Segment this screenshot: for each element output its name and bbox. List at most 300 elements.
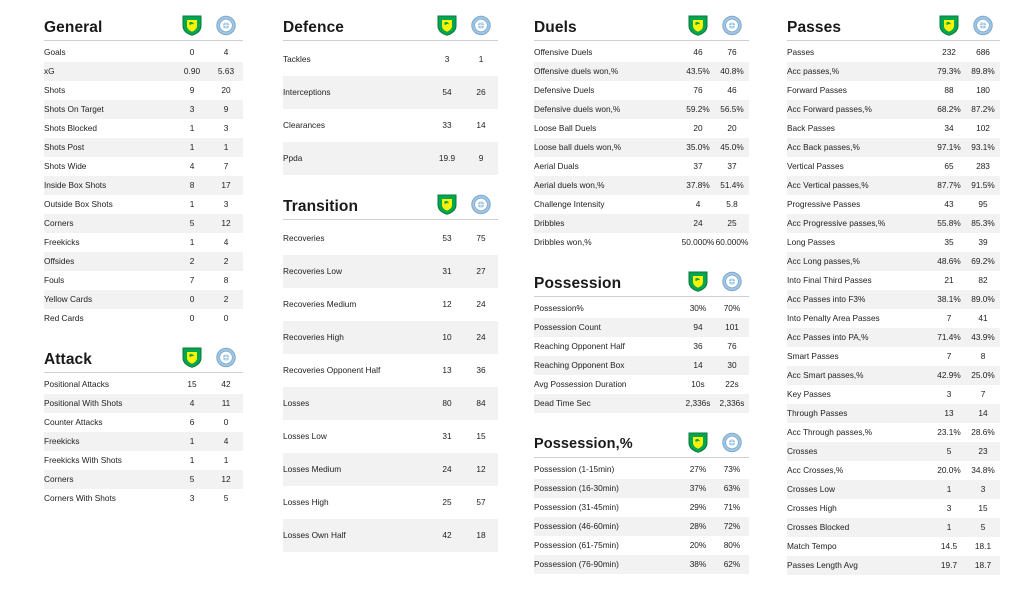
- home-value: 50.000%: [681, 236, 715, 247]
- home-value: 9: [189, 84, 195, 95]
- stat-label: Corners With Shots: [44, 492, 116, 503]
- away-value: 5.8: [726, 198, 738, 209]
- table-row: [44, 451, 243, 470]
- stat-label: Fouls: [44, 274, 65, 285]
- table-row: [787, 461, 1000, 480]
- stat-label: Inside Box Shots: [44, 176, 175, 195]
- away-value: 95: [978, 198, 988, 209]
- stat-label: Shots: [44, 84, 66, 95]
- table-row: [787, 499, 1000, 518]
- stat-table: [283, 43, 498, 175]
- away-value: 63%: [715, 479, 749, 498]
- home-team-crest-icon: [932, 14, 966, 36]
- table-row: [534, 375, 749, 394]
- stat-label: Recoveries Opponent Half: [283, 364, 381, 375]
- home-value: 42: [430, 519, 464, 552]
- table-row: [534, 536, 749, 555]
- home-value: 19.9: [430, 142, 464, 175]
- away-value: 5.63: [209, 62, 243, 81]
- stat-label: Freekicks: [44, 236, 80, 247]
- stat-label: Recoveries Low: [283, 255, 430, 288]
- home-value: 7: [189, 274, 195, 285]
- stat-label: Acc Forward passes,%: [787, 100, 932, 119]
- away-value: 3: [966, 480, 1000, 499]
- column-2: [261, 14, 512, 602]
- stat-label: Forward Passes: [787, 84, 847, 95]
- home-value: 1: [932, 480, 966, 499]
- stat-label: Freekicks With Shots: [44, 454, 122, 465]
- stat-label: Back Passes: [787, 122, 835, 133]
- table-row: [787, 556, 1000, 575]
- away-value: 18.7: [966, 556, 1000, 575]
- home-value: 97.1%: [932, 138, 966, 157]
- away-value: 12: [209, 214, 243, 233]
- table-row: [787, 81, 1000, 100]
- stat-label: Match Tempo: [787, 540, 837, 551]
- table-row: [44, 157, 243, 176]
- away-value: 84: [464, 387, 498, 420]
- away-team-crest-icon: [715, 271, 749, 292]
- table-row: [787, 271, 1000, 290]
- table-row: [787, 195, 1000, 214]
- stat-label: Defensive duels won,%: [534, 100, 681, 119]
- stat-label: Acc Through passes,%: [787, 426, 873, 437]
- home-value: 33: [442, 119, 452, 130]
- away-team-crest-icon: [966, 15, 1000, 36]
- away-value: 17: [209, 176, 243, 195]
- section-title: Possession,%: [534, 436, 633, 453]
- table-row: [787, 100, 1000, 119]
- table-row: [787, 214, 1000, 233]
- away-value: 24: [476, 298, 486, 309]
- home-value: 20: [693, 122, 703, 133]
- home-value: 29%: [689, 501, 707, 512]
- away-value: 87.2%: [966, 100, 1000, 119]
- stat-label: Losses Own Half: [283, 519, 430, 552]
- away-value: 101: [715, 318, 749, 337]
- table-row: [787, 442, 1000, 461]
- stat-label: Acc passes,%: [787, 62, 932, 81]
- home-value: 3: [444, 53, 450, 64]
- away-value: 85.3%: [966, 214, 1000, 233]
- away-value: 69.2%: [966, 252, 1000, 271]
- stat-label: Possession (31-45min): [534, 501, 619, 512]
- stat-label: Crosses High: [787, 502, 837, 513]
- table-row: [44, 214, 243, 233]
- home-value: 1: [189, 122, 195, 133]
- stat-label: Dead Time Sec: [534, 394, 681, 413]
- away-value: 30: [715, 356, 749, 375]
- table-row: [787, 43, 1000, 62]
- home-value: 80: [430, 387, 464, 420]
- away-value: 43.9%: [966, 328, 1000, 347]
- away-value: 72%: [715, 517, 749, 536]
- stat-label: Acc Crosses,%: [787, 464, 844, 475]
- away-value: 62%: [715, 555, 749, 574]
- stat-label: Losses Low: [283, 430, 327, 441]
- table-row: [283, 288, 498, 321]
- table-row: [787, 480, 1000, 499]
- away-value: 71%: [723, 501, 741, 512]
- home-value: 12: [442, 298, 452, 309]
- stat-label: Losses High: [283, 496, 329, 507]
- home-value: 1: [175, 432, 209, 451]
- home-value: 1: [175, 138, 209, 157]
- table-row: [44, 233, 243, 252]
- stat-label: Crosses: [787, 442, 932, 461]
- away-team-crest-icon: [209, 15, 243, 36]
- table-row: [787, 290, 1000, 309]
- home-team-crest-icon: [681, 431, 715, 453]
- home-team-crest-icon: [681, 14, 715, 36]
- stat-label: Possession (61-75min): [534, 539, 619, 550]
- home-value: 10: [430, 321, 464, 354]
- away-value: 1: [478, 53, 484, 64]
- away-value: 37: [727, 160, 737, 171]
- away-team-crest-icon: [715, 15, 749, 36]
- home-value: 36: [693, 340, 703, 351]
- away-value: 11: [209, 394, 243, 413]
- home-value: 7: [946, 312, 952, 323]
- stat-label: Reaching Opponent Box: [534, 356, 681, 375]
- home-value: 1: [932, 518, 966, 537]
- away-team-crest-icon: [209, 347, 243, 368]
- away-value: 15: [978, 502, 988, 513]
- table-row: [44, 309, 243, 328]
- section-header: [787, 14, 1000, 41]
- table-row: [787, 404, 1000, 423]
- home-value: 27%: [689, 463, 707, 474]
- away-team-crest-icon: [715, 432, 749, 453]
- stat-label: Defensive Duels: [534, 84, 595, 95]
- home-value: 35: [944, 236, 954, 247]
- home-value: 0: [175, 290, 209, 309]
- stat-label: Offensive duels won,%: [534, 62, 681, 81]
- home-value: 1: [189, 454, 195, 465]
- section-header: [44, 346, 243, 373]
- home-value: 43.5%: [681, 62, 715, 81]
- stat-label: Through Passes: [787, 404, 932, 423]
- home-value: 3: [175, 100, 209, 119]
- stat-table: [534, 460, 749, 574]
- home-value: 24: [681, 214, 715, 233]
- stat-label: Counter Attacks: [44, 416, 103, 427]
- home-value: 13: [442, 364, 452, 375]
- away-value: 283: [976, 160, 990, 171]
- table-row: [283, 142, 498, 175]
- away-value: 5: [223, 492, 229, 503]
- home-value: 28%: [681, 517, 715, 536]
- home-value: 37%: [681, 479, 715, 498]
- stat-label: Possession%: [534, 302, 584, 313]
- stat-label: xG: [44, 62, 175, 81]
- away-value: 22s: [725, 378, 739, 389]
- table-row: [787, 537, 1000, 556]
- home-value: 37: [693, 160, 703, 171]
- home-team-crest-icon: [175, 14, 209, 36]
- stat-label: Loose ball duels won,%: [534, 138, 681, 157]
- table-row: [787, 157, 1000, 176]
- away-value: 0: [223, 416, 229, 427]
- stat-label: Offensive Duels: [534, 46, 593, 57]
- table-row: [534, 157, 749, 176]
- away-value: 42: [221, 378, 231, 389]
- home-value: 31: [430, 255, 464, 288]
- column-4: [763, 14, 1014, 602]
- away-value: 5: [966, 518, 1000, 537]
- stat-label: Dribbles won,%: [534, 236, 592, 247]
- section-title: Transition: [283, 197, 359, 215]
- away-value: 25.0%: [966, 366, 1000, 385]
- away-value: 82: [978, 274, 988, 285]
- home-value: 5: [175, 470, 209, 489]
- home-value: 71.4%: [932, 328, 966, 347]
- stat-label: Positional Attacks: [44, 378, 110, 389]
- home-value: 59.2%: [681, 100, 715, 119]
- table-row: [787, 233, 1000, 252]
- stat-label: Yellow Cards: [44, 290, 175, 309]
- table-row: [534, 318, 749, 337]
- away-value: 1: [223, 454, 229, 465]
- away-value: 18.1: [974, 540, 992, 551]
- home-value: 79.3%: [932, 62, 966, 81]
- home-value: 1: [189, 198, 195, 209]
- table-row: [787, 423, 1000, 442]
- away-value: 2: [209, 252, 243, 271]
- home-value: 34: [944, 122, 954, 133]
- home-value: 37.8%: [681, 176, 715, 195]
- away-value: 24: [464, 321, 498, 354]
- stat-label: Losses Medium: [283, 453, 430, 486]
- stat-table: [534, 43, 749, 252]
- away-value: 15: [476, 430, 486, 441]
- away-value: 70%: [723, 302, 741, 313]
- home-value: 20%: [689, 539, 707, 550]
- away-value: 93.1%: [966, 138, 1000, 157]
- away-value: 12: [209, 470, 243, 489]
- stat-label: Interceptions: [283, 76, 430, 109]
- table-row: [534, 337, 749, 356]
- away-value: 56.5%: [715, 100, 749, 119]
- column-3: [512, 14, 763, 602]
- table-row: [44, 271, 243, 290]
- table-row: [534, 555, 749, 574]
- section-header: [283, 14, 498, 41]
- stat-label: Freekicks: [44, 432, 175, 451]
- section-general: [44, 14, 243, 328]
- stat-label: Long Passes: [787, 236, 835, 247]
- away-value: 3: [223, 198, 229, 209]
- table-row: [787, 366, 1000, 385]
- home-value: 30%: [689, 302, 707, 313]
- table-row: [787, 138, 1000, 157]
- home-value: 3: [946, 388, 952, 399]
- column-1: [10, 14, 261, 602]
- home-value: 10s: [691, 378, 705, 389]
- home-value: 4: [695, 198, 701, 209]
- away-value: 23: [966, 442, 1000, 461]
- home-value: 1: [189, 236, 195, 247]
- home-value: 232: [942, 46, 956, 57]
- table-row: [534, 479, 749, 498]
- home-team-crest-icon: [430, 14, 464, 36]
- away-value: 4: [223, 46, 229, 57]
- away-value: 7: [980, 388, 986, 399]
- section-title: Attack: [44, 350, 92, 368]
- stat-label: Reaching Opponent Half: [534, 340, 625, 351]
- table-row: [787, 328, 1000, 347]
- home-value: 42.9%: [932, 366, 966, 385]
- stat-label: Vertical Passes: [787, 160, 844, 171]
- away-value: 75: [476, 232, 486, 243]
- away-value: 12: [464, 453, 498, 486]
- table-row: [787, 518, 1000, 537]
- away-value: 60.000%: [715, 236, 749, 247]
- table-row: [534, 356, 749, 375]
- home-value: 19.7: [932, 556, 966, 575]
- table-row: [283, 354, 498, 387]
- stat-label: Into Final Third Passes: [787, 274, 872, 285]
- table-row: [44, 138, 243, 157]
- stat-label: Aerial duels won,%: [534, 176, 681, 195]
- home-value: 94: [681, 318, 715, 337]
- home-value: 20.0%: [937, 464, 961, 475]
- away-value: 51.4%: [715, 176, 749, 195]
- table-row: [44, 394, 243, 413]
- stat-label: Progressive Passes: [787, 198, 861, 209]
- section-header: [534, 14, 749, 41]
- stat-label: Dribbles: [534, 214, 681, 233]
- home-value: 6: [189, 416, 195, 427]
- section-defence: [283, 14, 498, 175]
- away-value: 14: [966, 404, 1000, 423]
- home-value: 31: [442, 430, 452, 441]
- home-team-crest-icon: [175, 346, 209, 368]
- away-value: 36: [476, 364, 486, 375]
- stat-label: Offsides: [44, 252, 175, 271]
- stat-label: Recoveries High: [283, 321, 430, 354]
- table-row: [534, 138, 749, 157]
- section-title: Defence: [283, 18, 345, 36]
- home-value: 25: [442, 496, 452, 507]
- stat-label: Acc Progressive passes,%: [787, 214, 932, 233]
- home-value: 8: [175, 176, 209, 195]
- stat-label: Acc Back passes,%: [787, 138, 932, 157]
- home-value: 14.5: [940, 540, 958, 551]
- table-row: [534, 62, 749, 81]
- table-row: [44, 81, 243, 100]
- stat-label: Crosses Blocked: [787, 518, 932, 537]
- home-value: 65: [944, 160, 954, 171]
- home-value: 46: [693, 46, 703, 57]
- stat-label: Recoveries Medium: [283, 298, 357, 309]
- away-value: 2,336s: [715, 394, 749, 413]
- table-row: [534, 233, 749, 252]
- table-row: [787, 347, 1000, 366]
- away-value: 1: [209, 138, 243, 157]
- home-value: 3: [946, 502, 952, 513]
- away-value: 20: [221, 84, 231, 95]
- away-value: 39: [978, 236, 988, 247]
- section-passes: [787, 14, 1000, 575]
- table-row: [283, 387, 498, 420]
- stat-label: Acc Passes into F3%: [787, 290, 932, 309]
- stat-label: Passes Length Avg: [787, 556, 932, 575]
- table-row: [787, 119, 1000, 138]
- stat-label: Avg Possession Duration: [534, 378, 627, 389]
- stat-label: Possession (1-15min): [534, 463, 615, 474]
- away-value: 4: [223, 236, 229, 247]
- stat-label: Shots Blocked: [44, 122, 98, 133]
- away-value: 2: [209, 290, 243, 309]
- away-value: 27: [464, 255, 498, 288]
- stat-label: Loose Ball Duels: [534, 122, 597, 133]
- away-value: 686: [976, 46, 990, 57]
- home-value: 0: [189, 312, 195, 323]
- home-value: 21: [944, 274, 954, 285]
- away-value: 3: [223, 122, 229, 133]
- home-value: 38%: [681, 555, 715, 574]
- stat-label: Acc Long passes,%: [787, 252, 932, 271]
- home-value: 54: [430, 76, 464, 109]
- stat-label: Tackles: [283, 53, 311, 64]
- section-transition: [283, 193, 498, 552]
- table-row: [283, 109, 498, 142]
- away-value: 7: [223, 160, 229, 171]
- table-row: [534, 100, 749, 119]
- table-row: [787, 62, 1000, 81]
- away-value: 4: [209, 432, 243, 451]
- home-value: 3: [189, 492, 195, 503]
- home-value: 53: [442, 232, 452, 243]
- table-row: [44, 489, 243, 508]
- section-title: Possession: [534, 274, 622, 292]
- stat-table: [787, 43, 1000, 575]
- section-attack: [44, 346, 243, 508]
- section-header: [44, 14, 243, 41]
- section-possession: [534, 431, 749, 574]
- away-value: 0: [223, 312, 229, 323]
- table-row: [283, 255, 498, 288]
- table-row: [44, 195, 243, 214]
- away-value: 102: [976, 122, 990, 133]
- stat-label: Key Passes: [787, 388, 831, 399]
- table-row: [283, 486, 498, 519]
- away-value: 26: [464, 76, 498, 109]
- away-value: 25: [715, 214, 749, 233]
- section-duels: [534, 14, 749, 252]
- table-row: [283, 420, 498, 453]
- table-row: [283, 321, 498, 354]
- away-value: 80%: [723, 539, 741, 550]
- stat-label: Clearances: [283, 119, 325, 130]
- table-row: [283, 519, 498, 552]
- section-header: [534, 431, 749, 458]
- stat-label: Losses: [283, 387, 430, 420]
- away-value: 89.8%: [966, 62, 1000, 81]
- table-row: [283, 453, 498, 486]
- table-row: [534, 517, 749, 536]
- table-row: [283, 43, 498, 76]
- home-value: 4: [189, 160, 195, 171]
- home-value: 55.8%: [932, 214, 966, 233]
- home-value: 5: [932, 442, 966, 461]
- home-team-crest-icon: [681, 270, 715, 292]
- section-title: General: [44, 18, 103, 36]
- away-value: 8: [980, 350, 986, 361]
- home-value: 2: [175, 252, 209, 271]
- stat-label: Acc Smart passes,%: [787, 366, 932, 385]
